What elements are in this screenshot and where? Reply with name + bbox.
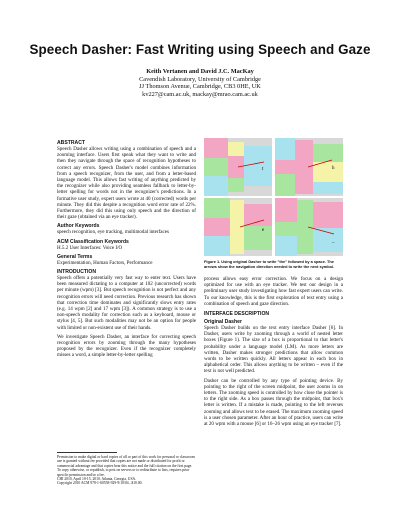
dasher-figure (204, 138, 343, 256)
acm-text: H.5.2 User Interfaces: Voice I/O (57, 244, 123, 251)
figure-1 (204, 138, 343, 256)
right-column (204, 276, 343, 427)
abstract-heading: ABSTRACT (57, 140, 86, 146)
intro-paragraph-1: Speech offers a potentially very fast way to enter text. Users have been measured dictating to a computer at 102 (uncorrected) words per minute (wpm) [3]. But speech recognition is not perfect and any recognition errors will need correction. Previous research has shown that correction time dominates and significantly slows entry rates (e.g. 14 wpm [2] and 17 wpm [3]). A common strategy is to use a non-speech modality for correction such as a keyboard, mouse or stylus [4, 5]. But such modalities may not be an option for people with limited or non-existent use of their hands. (57, 275, 196, 331)
footnote-copyright: Copyright 2010 ACM 978-1-60558-929-9/10/04...$10.00. (57, 481, 143, 486)
figure-panel-e (204, 198, 272, 256)
figure-panel-t (204, 138, 272, 196)
keywords-text: speech recognition, eye tracking, multimodal interfaces (57, 229, 169, 236)
right-paragraph-3: Dasher can be controlled by any type of pointing device. By pointing to the right of the screen midpoint, the user zooms in on letters. The zooming speed is controlled by how close the pointer is to the right side. As a box passes through the midpoint, that box's letter is written. If a mistake is made, pointing to the left reverses zooming and allows text to be erased. The maximum zooming speed is a user chosen parameter. After an hour of practice, users can write at 20 wpm with a mouse [6] or 16–26 wpm using an eye tracker [7]. (204, 377, 343, 428)
footnote-rule (57, 452, 117, 453)
interface-heading: INTERFACE DESCRIPTION (204, 311, 270, 318)
author-block (0, 68, 400, 98)
intro-heading: INTRODUCTION (57, 269, 97, 276)
affiliation-line-1: Cavendish Laboratory, University of Cambridge (139, 75, 261, 83)
original-dasher-heading: Original Dasher (204, 319, 242, 326)
paper-title: Speech Dasher: Fast Writing using Speech and Gaze (29, 42, 371, 57)
figure-panel-h (275, 138, 343, 196)
terms-text: Experimentation, Human Factors, Performance (57, 259, 153, 266)
figure-caption: Figure 1. Using original Dasher to write "the" followed by a space. The arrows show the navigation direction needed to write the next symbol. (204, 259, 335, 269)
left-column (57, 140, 196, 359)
footnote-venue: CHI 2010, April 10-15, 2010, Atlanta, Georgia, USA. (57, 477, 137, 482)
panel-label: e (262, 228, 265, 233)
right-paragraph-2: Speech Dasher builds on the text entry interface Dasher [6]. In Dasher, users write by zooming through a world of nested letter boxes (Figure 1). The size of a box is proportional to that letter's probability under a language model (LM). As more letters are written, Dasher makes stronger predictions that allow common words to be written quickly. All letters appear in each box in alphabetical order. This allows anything to be written – even if the text is not well predicted. (204, 325, 343, 375)
panel-label: _ (332, 239, 335, 244)
author-emails: kv227@cam.ac.uk, mackay@mrao.cam.ac.uk (142, 90, 258, 98)
figure-panel-space (275, 198, 343, 256)
right-paragraph-1: process allows easy error correction. We focus on a design optimized for use with an eye tracker. We test our design in a preliminary user study investigating how fast expert users can write. To our knowledge, this is the first exploration of text entry using a combination of speech and gaze direction. (204, 276, 343, 307)
terms-heading: General Terms (57, 253, 93, 260)
panel-label: t (262, 167, 264, 172)
acm-heading: ACM Classification Keywords (57, 238, 129, 245)
author-names: Keith Vertanen and David J.C. MacKay (146, 68, 254, 75)
affiliation-line-2: JJ Thomson Avenue, Cambridge, CB3 0HE, UK (139, 83, 261, 91)
footnote-permission: Permission to make digital or hard copies of all or part of this work for personal or classroom use is granted without fee provided that copies are not made or distributed for profit or commercial advantage and that copies bear this notice and the full citation on the first page. To copy otherwise, or republish, to post on servers or to redistribute to lists, requires prior specific permission and/or a fee. (57, 455, 195, 477)
panel-label: h (332, 166, 335, 171)
intro-paragraph-2: We investigate Speech Dasher, an interface for correcting speech recognition errors by zooming through the many hypotheses proposed by the recognizer. Even if the recognizer completely misses a word, a simple letter-by-letter spelling (57, 333, 196, 359)
keywords-heading: Author Keywords (57, 223, 100, 230)
footnote (57, 455, 196, 486)
abstract-text: Speech Dasher allows writing using a combination of speech and a zooming interface. Users first speak what they want to write and then they navigate through the space of recognition hypotheses to correct any errors. Speech Dasher's model combines information from a speech recognizer, from the user, and from a letter-based language model. This allows fast writing of anything predicted by the recognizer while also providing seamless fallback to letter-by-letter spelling for words not in the recognizer's predictions. In a formative user study, expert users wrote at 40 (corrected) words per minute. They did this despite a recognition word error rate of 22%. Furthermore, they did this using only speech and the direction of their gaze (obtained via an eye tracker). (57, 146, 196, 221)
